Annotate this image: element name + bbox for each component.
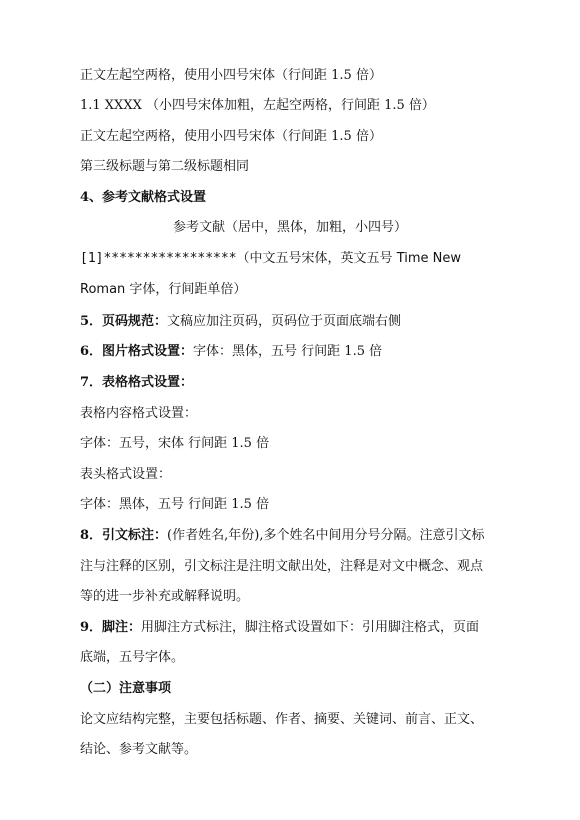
body-text-line: 论文应结构完整，主要包括标题、作者、摘要、关键词、前言、正文、 <box>80 712 484 727</box>
rule-body: 文稿应加注页码，页码位于页面底端右侧 <box>167 314 402 329</box>
rule-heading: 9．脚注： <box>80 620 142 635</box>
rule-body: 用脚注方式标注，脚注格式设置如下：引用脚注格式，页面 <box>141 620 480 635</box>
citation-rule <box>80 527 484 545</box>
body-text-line: 底端，五号字体。 <box>80 650 185 665</box>
reference-placeholder: [1]***************** <box>80 251 237 266</box>
rule-body: 字体：黑体，五号 行间距 1.5 倍 <box>193 344 383 359</box>
body-text-line: 第三级标题与第二级标题相同 <box>80 159 250 174</box>
footnote-rule <box>80 619 479 637</box>
body-text-line: 表格内容格式设置： <box>80 406 198 421</box>
body-text-line: 结论、参考文献等。 <box>80 742 198 757</box>
table-format-heading: 7．表格格式设置： <box>80 375 194 390</box>
body-text-line: 正文左起空两格，使用小四号宋体（行间距 1.5 倍） <box>80 68 382 83</box>
body-text-line: 表头格式设置： <box>80 467 172 482</box>
rule-heading: 5．页码规范： <box>80 314 168 329</box>
reference-example-cont <box>80 281 246 299</box>
body-text-line: 注与注释的区别，引文标注是注明文献出处，注释是对文中概念、观点 <box>80 559 484 574</box>
reference-title-note: 参考文献（居中，黑体，加粗，小四号） <box>172 220 407 235</box>
reference-format-note: （中文五号宋体，英文五号 <box>236 251 397 266</box>
rule-heading: 8．引文标注： <box>80 528 168 543</box>
body-text-line: 字体：黑体，五号 行间距 1.5 倍 <box>80 497 270 512</box>
font-name-text: Time New <box>396 251 461 266</box>
image-format-rule <box>80 343 382 361</box>
body-text-line: 等的进一步补充或解释说明。 <box>80 589 250 604</box>
section-heading-notes: （二）注意事项 <box>80 681 172 696</box>
rule-body: (作者姓名,年份),多个姓名中间用分号分隔。注意引文标 <box>167 528 485 543</box>
rule-heading: 6．图片格式设置： <box>80 344 194 359</box>
page-number-rule <box>80 313 401 331</box>
section-heading-references: 4、参考文献格式设置 <box>80 190 207 205</box>
body-text-line: 正文左起空两格，使用小四号宋体（行间距 1.5 倍） <box>80 129 382 144</box>
font-name-text: Roman <box>80 282 126 297</box>
subheading-example: 1.1 XXXX （小四号宋体加粗，左起空两格，行间距 1.5 倍） <box>80 98 435 113</box>
reference-format-note: 字体，行间距单倍） <box>125 282 247 297</box>
body-text-line: 字体：五号，宋体 行间距 1.5 倍 <box>80 436 270 451</box>
reference-example <box>80 250 461 268</box>
